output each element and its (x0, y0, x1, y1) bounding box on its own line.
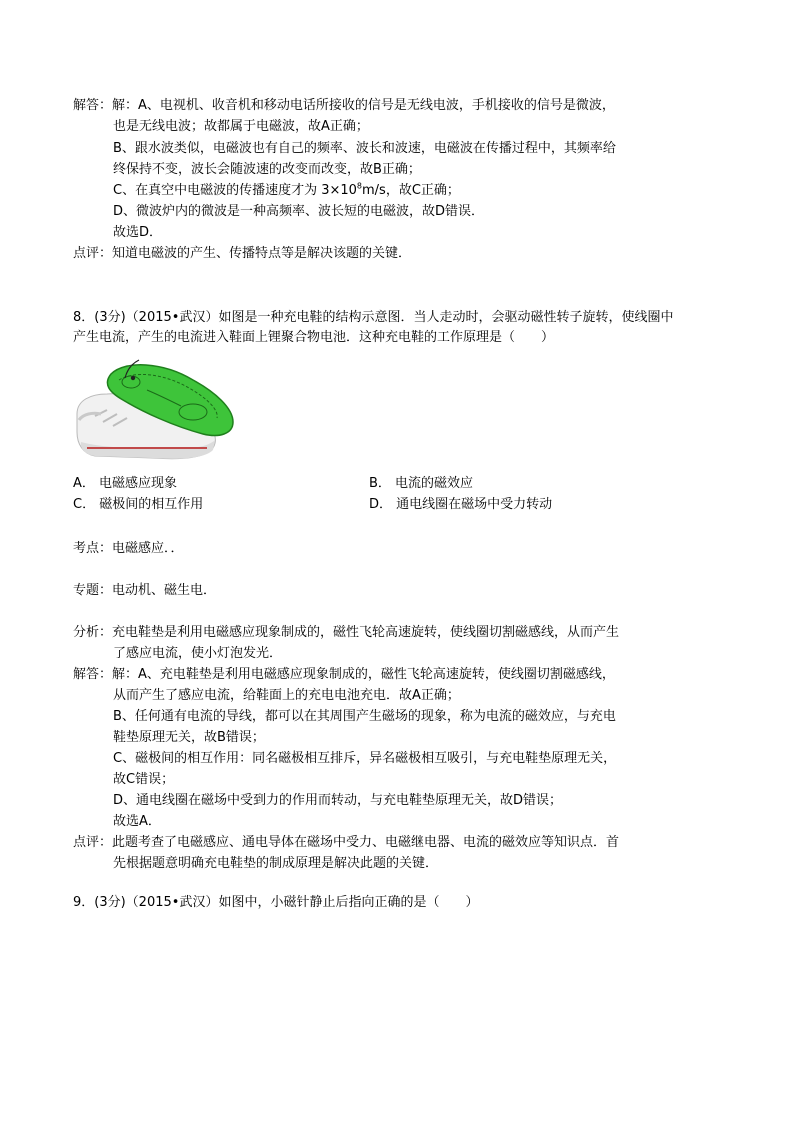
q7-answer-line-7: 故选D． (113, 225, 163, 240)
q8-kaodian: 考点：电磁感应．． (73, 541, 184, 556)
q9-stem: 9．(3分)（2015•武汉）如图中，小磁针静止后指向正确的是（ ） (73, 895, 479, 910)
q7-answer-line-5 (113, 183, 460, 199)
q7-answer-line-1: 解答：解：A、电视机、收音机和移动电话所接收的信号是无线电波，手机接收的信号是微波， (73, 98, 615, 113)
q8-comment-line-2: 先根据题意明确充电鞋垫的制成原理是解决此题的关键． (113, 856, 439, 871)
q8-comment-line-1: 点评：此题考查了电磁感应、通电导体在磁场中受力、电磁继电器、电流的磁效应等知识点．首 (73, 835, 620, 850)
q8-answer-line-3: B、任何通有电流的导线，都可以在其周围产生磁场的现象，称为电流的磁效应，与充电 (113, 709, 616, 724)
q8-answer-line-7: D、通电线圈在磁场中受到力的作用而转动，与充电鞋垫原理无关，故D错误； (113, 793, 563, 808)
q7-speed-exponent: 8 (356, 181, 363, 191)
q7-speed-tail: m/s，故C正确； (362, 183, 460, 198)
q8-stem-line-1: 8．(3分)（2015•武汉）如图是一种充电鞋的结构示意图．当人走动时，会驱动磁性转子旋转，使线圈中 (73, 310, 674, 325)
q8-answer-line-1: 解答：解：A、充电鞋垫是利用电磁感应现象制成的，磁性飞轮高速旋转，使线圈切割磁感线， (73, 667, 615, 682)
q8-answer-line-4: 鞋垫原理无关，故B错误； (113, 730, 265, 745)
q8-answer-line-5: C、磁极间的相互作用：同名磁极相互排斥，异名磁极相互吸引，与充电鞋垫原理无关， (113, 751, 617, 766)
q8-stem-line-2: 产生电流，产生的电流进入鞋面上锂聚合物电池．这种充电鞋的工作原理是（ ） (73, 330, 555, 345)
q7-answer-line-4: 终保持不变，波长会随波速的改变而改变，故B正确； (113, 162, 421, 177)
q8-answer-line-2: 从而产生了感应电流，给鞋面上的充电电池充电．故A正确； (113, 688, 460, 703)
q7-comment: 点评：知道电磁波的产生、传播特点等是解决该题的关键． (73, 246, 412, 261)
q8-answer-line-6: 故C错误； (113, 772, 175, 787)
q8-option-d: D． 通电线圈在磁场中受力转动 (369, 497, 553, 512)
charging-shoe-image (73, 356, 237, 462)
q8-option-a: A． 电磁感应现象 (73, 476, 178, 491)
q8-option-c: C． 磁极间的相互作用 (73, 497, 204, 512)
q8-fenxi-line-2: 了感应电流，使小灯泡发光． (113, 646, 283, 661)
q8-option-b: B． 电流的磁效应 (369, 476, 474, 491)
q8-zhuanti: 专题：电动机、磁生电． (73, 583, 217, 598)
q7-answer-line-2: 也是无线电波；故都属于电磁波，故A正确； (113, 119, 369, 134)
q8-answer-line-8: 故选A． (113, 814, 161, 829)
q7-answer-line-3: B、跟水波类似，电磁波也有自己的频率、波长和波速，电磁波在传播过程中，其频率给 (113, 141, 616, 156)
q7-speed-text: C、在真空中电磁波的传播速度才为 3×10 (113, 183, 357, 198)
q8-fenxi-line-1: 分析：充电鞋垫是利用电磁感应现象制成的，磁性飞轮高速旋转，使线圈切割磁感线，从而产生 (73, 625, 620, 640)
q7-answer-line-6: D、微波炉内的微波是一种高频率、波长短的电磁波，故D错误． (113, 204, 485, 219)
